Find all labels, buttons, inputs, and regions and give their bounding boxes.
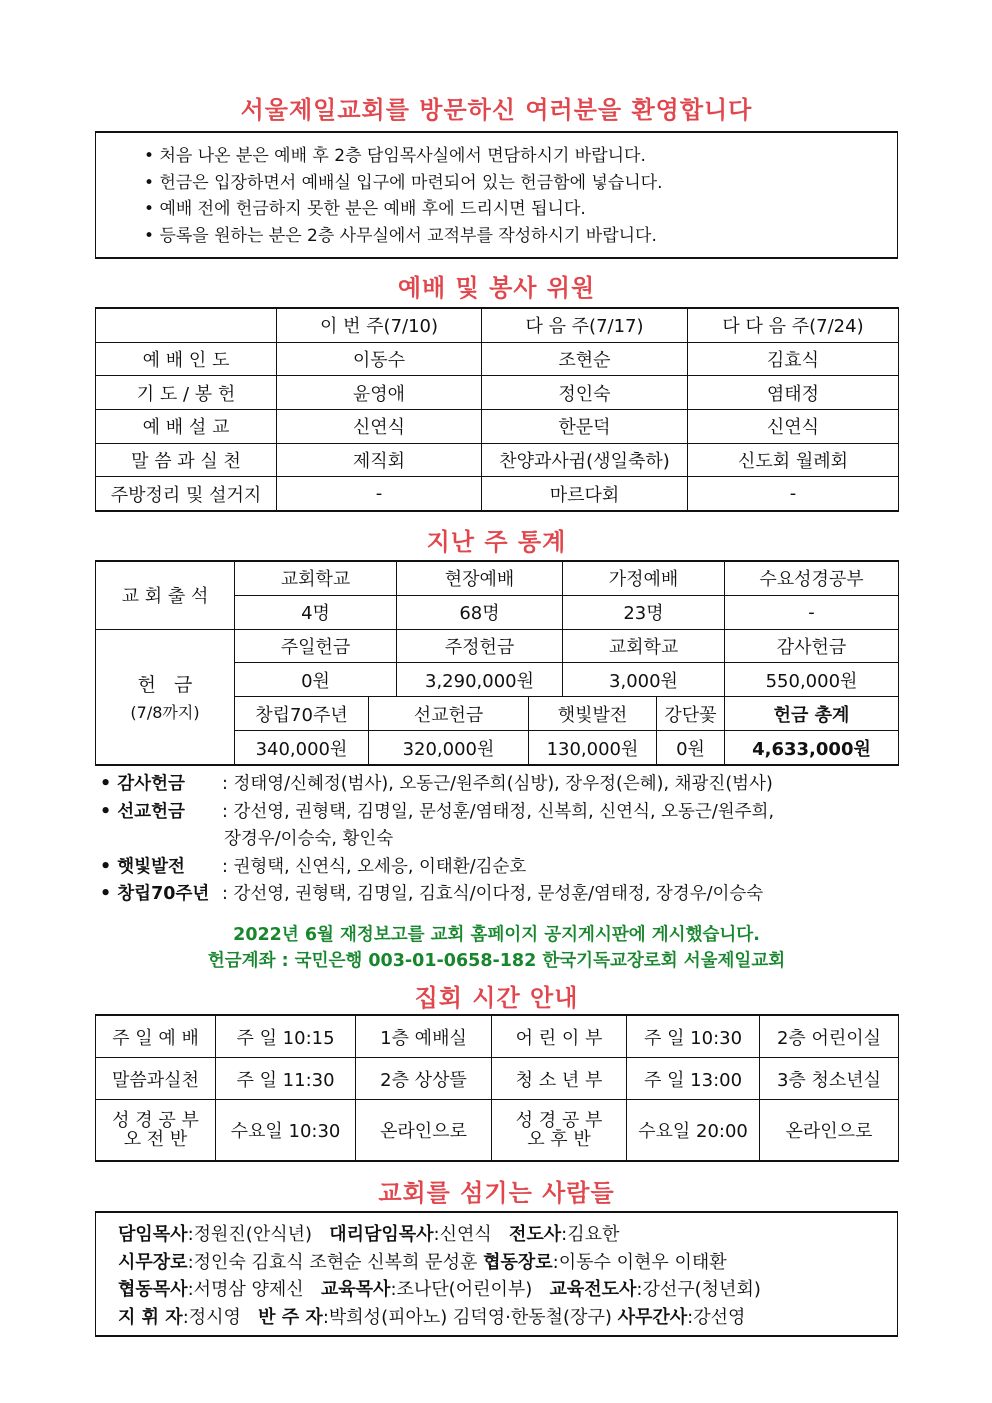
table-cell: 3,290,000원 xyxy=(397,663,563,697)
table-header: 선교헌금 xyxy=(369,697,529,731)
attendance-label: 교 회 출 석 xyxy=(96,561,235,629)
table-header: 감사헌금 xyxy=(725,629,899,663)
schedule-table xyxy=(95,1014,899,1162)
table-cell: 23명 xyxy=(563,595,725,629)
row-label: 말 씀 과 실 천 xyxy=(96,443,277,477)
schedule-cell: 온라인으로 xyxy=(356,1100,492,1161)
staff-role: 담임목사 xyxy=(118,1224,188,1245)
schedule-title: 집회 시간 안내 xyxy=(414,984,579,1012)
schedule-cell: 2층 상상뜰 xyxy=(356,1058,492,1100)
donor-names-text: 정태영/신혜정(범사), 오동근/원주희(심방), 장우정(은혜), 채광진(범사) xyxy=(233,774,773,794)
staff-line: 담임목사:정원진(안식년) 대리담임목사:신연식 전도사:김요한 xyxy=(118,1224,620,1245)
staff-role: 협동목사 xyxy=(118,1279,188,1300)
table-row xyxy=(96,376,899,410)
table-cell: 염태정 xyxy=(688,376,899,410)
welcome-item: • 예배 전에 헌금하지 못한 분은 예배 후에 드리시면 됩니다. xyxy=(144,196,897,223)
staff-names: 김요한 xyxy=(567,1224,620,1245)
welcome-box xyxy=(95,131,898,259)
table-cell: 550,000원 xyxy=(725,663,899,697)
table-cell: 0원 xyxy=(235,663,397,697)
offering-sub: (7/8까지) xyxy=(130,703,200,723)
account-notice: 헌금계좌 : 국민은행 003-01-0658-182 한국기독교장로회 서울제일교회 xyxy=(207,951,786,971)
staff-role: 시무장로 xyxy=(118,1251,188,1273)
table-cell: 3,000원 xyxy=(563,663,725,697)
table-cell: 김효식 xyxy=(688,342,899,376)
table-cell: - xyxy=(277,477,482,511)
donor-label: • 햇빛발전 xyxy=(100,854,222,882)
staff-names: 정원진(안식년) xyxy=(193,1224,313,1245)
welcome-item: • 처음 나온 분은 예배 후 2층 담임목사실에서 면담하시기 바랍니다. xyxy=(144,143,897,170)
schedule-cell: 수요일 10:30 xyxy=(216,1100,356,1161)
finance-notice: 2022년 6월 재정보고를 교회 홈페이지 공지게시판에 게시했습니다. xyxy=(233,925,760,945)
table-header: 주정헌금 xyxy=(397,629,563,663)
table-cell: - xyxy=(725,595,899,629)
staff-box xyxy=(95,1211,898,1337)
table-cell: 신연식 xyxy=(688,409,899,443)
schedule-cell: 주 일 10:15 xyxy=(216,1015,356,1058)
staff-role: 교육목사 xyxy=(320,1279,391,1300)
schedule-cell: 성 경 공 부 오 후 반 xyxy=(492,1100,627,1161)
donor-names-text: 강선영, 권형택, 김명일, 김효식/이다정, 문성훈/염태정, 장경우/이승숙 xyxy=(233,884,764,904)
table-row xyxy=(96,561,899,595)
table-cell: 이동수 xyxy=(277,342,482,376)
stats-table xyxy=(95,560,899,766)
staff-role: 사무간사 xyxy=(617,1306,688,1328)
staff-names: 서명삼 양제신 xyxy=(193,1279,304,1300)
list-item xyxy=(100,771,900,799)
staff-title: 교회를 섬기는 사람들 xyxy=(378,1179,615,1207)
donor-label: • 감사헌금 xyxy=(100,771,222,799)
staff-names: 정인숙 김효식 조현순 신복희 문성훈 xyxy=(193,1251,478,1273)
welcome-title: 서울제일교회를 방문하신 여러분을 환영합니다 xyxy=(240,96,753,124)
row-label: 기 도 / 봉 헌 xyxy=(96,376,277,410)
table-row xyxy=(96,1015,899,1058)
table-cell: 신연식 xyxy=(277,409,482,443)
staff-names: 정시영 xyxy=(188,1306,241,1328)
table-header: 교회학교 xyxy=(235,561,397,595)
table-cell: 정인숙 xyxy=(482,376,688,410)
schedule-cell: 수요일 20:00 xyxy=(627,1100,760,1161)
table-row xyxy=(96,409,899,443)
schedule-cell: 3층 청소년실 xyxy=(760,1058,899,1100)
table-header: 주일헌금 xyxy=(235,629,397,663)
donor-names: : 정태영/신혜정(범사), 오동근/원주희(심방), 장우정(은혜), 채광진(범사) xyxy=(222,774,773,794)
table-header: 다 다 음 주(7/24) xyxy=(688,308,899,342)
table-header: 강단꽃 xyxy=(657,697,725,731)
table-cell: 조현순 xyxy=(482,342,688,376)
table-cell: 340,000원 xyxy=(235,731,369,765)
donor-names: 장경우/이승숙, 황인숙 xyxy=(224,829,394,849)
list-item xyxy=(100,854,900,882)
donor-names-text: 강선영, 권형택, 김명일, 문성훈/염태정, 신복희, 신연식, 오동근/원주희, xyxy=(233,801,775,822)
offering-label-text: 헌 금 xyxy=(137,674,193,697)
staff-role: 지 휘 자 xyxy=(118,1306,183,1328)
table-cell: 4명 xyxy=(235,595,397,629)
table-cell: 마르다회 xyxy=(482,477,688,511)
table-row xyxy=(96,1058,899,1100)
schedule-cell: 2층 어린이실 xyxy=(760,1015,899,1058)
staff-role: 대리담임목사 xyxy=(329,1224,434,1245)
table-header: 가정예배 xyxy=(563,561,725,595)
list-item xyxy=(100,799,900,827)
table-header: 교회학교 xyxy=(563,629,725,663)
schedule-cell: 주 일 예 배 xyxy=(96,1015,216,1058)
table-row xyxy=(96,308,899,342)
schedule-cell: 성 경 공 부 오 전 반 xyxy=(96,1100,216,1161)
donor-list xyxy=(100,771,900,909)
table-cell: 찬양과사귐(생일축하) xyxy=(482,443,688,477)
table-cell: 신도회 월례회 xyxy=(688,443,899,477)
staff-line: 지 휘 자:정시영 반 주 자:박희성(피아노) 김덕영·한동철(장구) 사무간사:강선영 xyxy=(118,1306,746,1328)
welcome-item: • 헌금은 입장하면서 예배실 입구에 마련되어 있는 헌금함에 넣습니다. xyxy=(144,170,897,197)
table-cell: 0원 xyxy=(657,731,725,765)
total-value: 4,633,000원 xyxy=(725,731,899,765)
list-item xyxy=(100,881,900,909)
staff-role: 협동장로 xyxy=(483,1251,553,1273)
row-label: 주방정리 및 설거지 xyxy=(96,477,277,511)
table-header: 다 음 주(7/17) xyxy=(482,308,688,342)
staff-role: 교육전도사 xyxy=(549,1279,637,1300)
table-cell: 68명 xyxy=(397,595,563,629)
row-label: 예 배 인 도 xyxy=(96,342,277,376)
list-item xyxy=(100,826,900,854)
schedule-cell: 어 린 이 부 xyxy=(492,1015,627,1058)
donor-names: : 강선영, 권형택, 김명일, 김효식/이다정, 문성훈/염태정, 장경우/이승숙 xyxy=(222,884,764,904)
staff-names: 강선영 xyxy=(693,1306,746,1328)
service-title: 예배 및 봉사 위원 xyxy=(397,274,596,302)
table-row xyxy=(96,443,899,477)
staff-names: 신연식 xyxy=(439,1224,492,1245)
table-header: 창립70주년 xyxy=(235,697,369,731)
staff-line: 시무장로:정인숙 김효식 조현순 신복희 문성훈 협동장로:이동수 이현우 이태환 xyxy=(118,1251,727,1273)
donor-names-text: 권형택, 신연식, 오세응, 이태환/김순호 xyxy=(233,856,527,877)
schedule-cell: 주 일 11:30 xyxy=(216,1058,356,1100)
donor-label: • 선교헌금 xyxy=(100,799,222,827)
table-cell: 한문덕 xyxy=(482,409,688,443)
table-header: 햇빛발전 xyxy=(529,697,657,731)
service-table xyxy=(95,307,899,512)
schedule-cell: 1층 예배실 xyxy=(356,1015,492,1058)
stats-title: 지난 주 통계 xyxy=(426,528,567,556)
table-header: 수요성경공부 xyxy=(725,561,899,595)
staff-line: 협동목사:서명삼 양제신 교육목사:조나단(어린이부) 교육전도사:강선구(청년회) xyxy=(118,1279,761,1300)
schedule-cell: 주 일 10:30 xyxy=(627,1015,760,1058)
staff-role: 전도사 xyxy=(508,1224,562,1245)
donor-names: : 권형택, 신연식, 오세응, 이태환/김순호 xyxy=(222,856,527,877)
donor-label: • 창립70주년 xyxy=(100,881,222,909)
staff-names: 강선구(청년회) xyxy=(642,1279,761,1300)
table-cell: 윤영애 xyxy=(277,376,482,410)
schedule-cell: 말씀과실천 xyxy=(96,1058,216,1100)
schedule-cell: 주 일 13:00 xyxy=(627,1058,760,1100)
donor-names: : 강선영, 권형택, 김명일, 문성훈/염태정, 신복희, 신연식, 오동근/원주희, xyxy=(222,801,775,822)
table-cell xyxy=(96,308,277,342)
table-cell: - xyxy=(688,477,899,511)
table-row xyxy=(96,342,899,376)
donor-label-empty xyxy=(100,826,224,854)
staff-names: 박희성(피아노) 김덕영·한동철(장구) xyxy=(328,1306,612,1328)
table-cell: 130,000원 xyxy=(529,731,657,765)
staff-role: 반 주 자 xyxy=(258,1306,323,1328)
table-cell: 320,000원 xyxy=(369,731,529,765)
staff-names: 이동수 이현우 이태환 xyxy=(558,1251,727,1273)
table-row xyxy=(96,477,899,511)
table-row xyxy=(96,1100,899,1161)
total-header: 헌금 총계 xyxy=(725,697,899,731)
offering-label xyxy=(96,629,235,765)
welcome-item: • 등록을 원하는 분은 2층 사무실에서 교적부를 작성하시기 바랍니다. xyxy=(144,223,897,250)
schedule-cell: 온라인으로 xyxy=(760,1100,899,1161)
table-row xyxy=(96,629,899,663)
table-header: 현장예배 xyxy=(397,561,563,595)
row-label: 예 배 설 교 xyxy=(96,409,277,443)
staff-names: 조나단(어린이부) xyxy=(396,1279,533,1300)
table-header: 이 번 주(7/10) xyxy=(277,308,482,342)
schedule-cell: 청 소 년 부 xyxy=(492,1058,627,1100)
table-cell: 제직회 xyxy=(277,443,482,477)
